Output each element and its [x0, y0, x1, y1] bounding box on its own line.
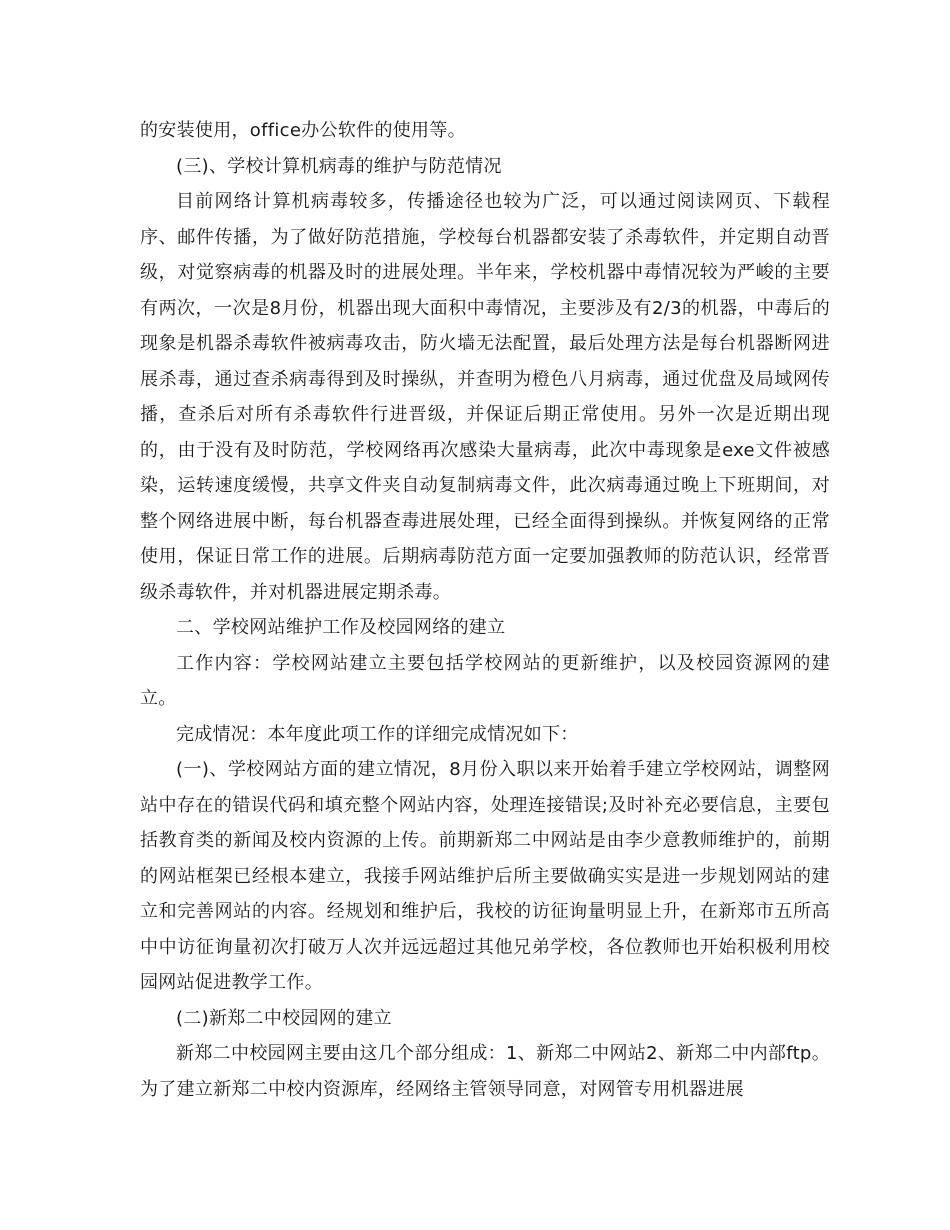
- section-heading: 二、学校网站维护工作及校园网络的建立: [176, 617, 506, 638]
- paragraph: 完成情况：本年度此项工作的详细完成情况如下：: [176, 723, 579, 745]
- section-heading: (二)新郑二中校园网的建立: [176, 1007, 392, 1029]
- paragraph: 工作内容：学校网站建立主要包括学校网站的更新维护，以及校园资源网的建立。: [140, 652, 830, 709]
- paragraph: 的安装使用，office办公软件的使用等。: [140, 120, 466, 141]
- paragraph: (一)、学校网站方面的建立情况，8月份入职以来开始着手建立学校网站，调整网站中存在的错误代码和填充整个网站内容，处理连接错误;及时补充必要信息，主要包括教育类的新闻及校内资源的上传。前期新郑二中网站是由李少意教师维护的，前期的网站框架已经根本建立，我接手网站维护后所主要做确实实是进一步规划网站的建立和完善网站的内容。经规划和维护后，我校的访征询量明显上升，在新郑市五所高中中访征询量初次打破万人次并远远超过其他兄弟学校，各位教师也开始积极利用校园网站促进教学工作。: [140, 759, 830, 993]
- paragraph: 目前网络计算机病毒较多，传播途径也较为广泛，可以通过阅读网页、下载程序、邮件传播，为了做好防范措施，学校每台机器都安装了杀毒软件，并定期自动晋级，对觉察病毒的机器及时的进展处理。半年来，学校机器中毒情况较为严峻的主要有两次，一次是8月份，机器出现大面积中毒情况，主要涉及有2/3的机器，中毒后的现象是机器杀毒软件被病毒攻击，防火墙无法配置，最后处理方法是每台机器断网进展杀毒，通过查杀病毒得到及时操纵，并查明为橙色八月病毒，通过优盘及局域网传播，查杀后对所有杀毒软件行进晋级，并保证后期正常使用。另外一次是近期出现的，由于没有及时防范，学校网络再次感染大量病毒，此次中毒现象是exe文件被感染，运转速度缓慢，共享文件夹自动复制病毒文件，此次病毒通过晚上下班期间，对整个网络进展中断，每台机器查毒进展处理，已经全面得到操纵。并恢复网络的正常使用，保证日常工作的进展。后期病毒防范方面一定要加强教师的防范认识，经常晋级杀毒软件，并对机器进展定期杀毒。: [140, 191, 830, 603]
- section-heading: (三)、学校计算机病毒的维护与防范情况: [176, 155, 502, 177]
- document-body: [140, 113, 830, 1107]
- paragraph: 新郑二中校园网主要由这几个部分组成：1、新郑二中网站2、新郑二中内部ftp。为了建立新郑二中校内资源库，经网络主管领导同意，对网管专用机器进展: [140, 1043, 830, 1100]
